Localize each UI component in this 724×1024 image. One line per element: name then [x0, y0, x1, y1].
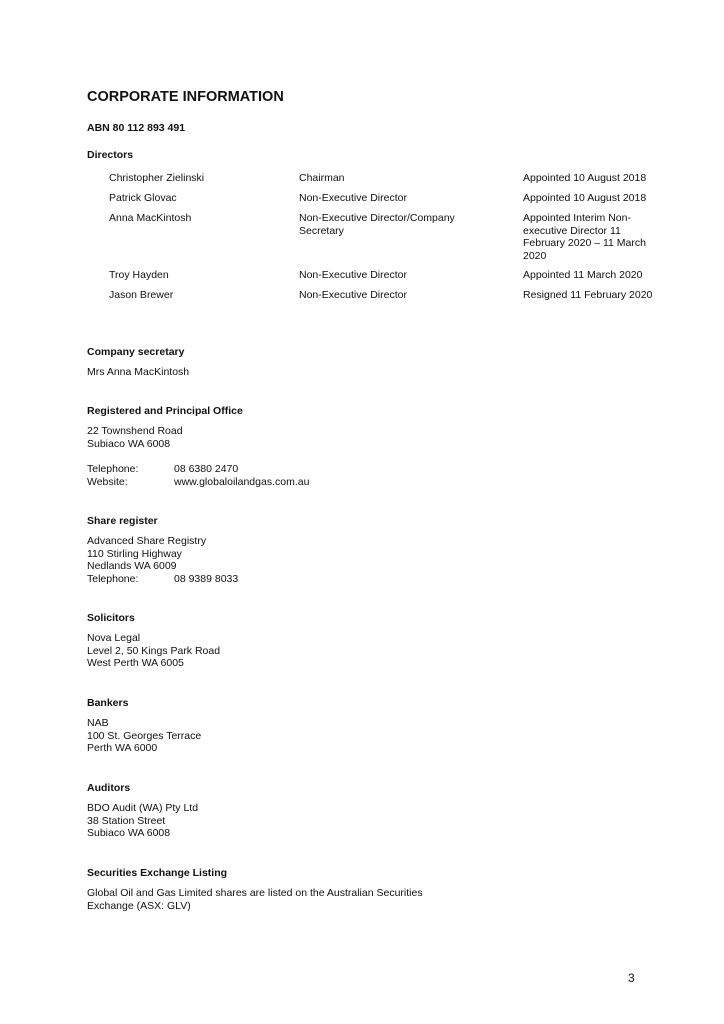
address-line: Subiaco WA 6008	[87, 827, 171, 840]
director-role: Non-Executive Director	[299, 192, 407, 204]
listing-line: Global Oil and Gas Limited shares are listed on the Australian Securities	[87, 887, 423, 899]
listing-heading: Securities Exchange Listing	[87, 867, 228, 879]
director-name: Jason Brewer	[109, 289, 174, 301]
director-status: Appointed 10 August 2018	[523, 192, 647, 204]
solicitors-address	[87, 632, 220, 670]
address-line: 100 St. Georges Terrace	[87, 729, 202, 742]
share-register-heading: Share register	[87, 515, 158, 527]
auditors-address	[87, 802, 198, 840]
directors-heading: Directors	[87, 149, 134, 161]
website-link[interactable]: www.globaloilandgas.com.au	[174, 475, 310, 488]
address-line: 110 Stirling Highway	[87, 547, 182, 560]
director-name: Christopher Zielinski	[109, 172, 205, 184]
director-name: Patrick Glovac	[109, 192, 177, 204]
address-line: 38 Station Street	[87, 814, 166, 827]
address-line: Nova Legal	[87, 632, 141, 644]
solicitors-heading: Solicitors	[87, 612, 135, 624]
registered-office-address	[87, 425, 183, 450]
company-secretary-name: Mrs Anna MacKintosh	[87, 366, 190, 378]
address-line: Perth WA 6000	[87, 742, 158, 755]
bankers-address	[87, 717, 201, 755]
registered-office-heading: Registered and Principal Office	[87, 405, 243, 417]
listing-line: Exchange (ASX: GLV)	[87, 899, 191, 912]
address-line: Level 2, 50 Kings Park Road	[87, 644, 221, 657]
director-status: Appointed Interim Non-executive Director 11 February 2020 – 11 March 2020	[523, 212, 646, 262]
auditors-heading: Auditors	[87, 782, 131, 794]
director-status: Appointed 10 August 2018	[523, 172, 647, 184]
telephone-label: Telephone:	[87, 572, 139, 585]
address-line: 22 Townshend Road	[87, 425, 183, 437]
address-line: BDO Audit (WA) Pty Ltd	[87, 802, 199, 814]
address-line: Advanced Share Registry	[87, 535, 207, 547]
page-number: 3	[628, 971, 635, 985]
director-name: Troy Hayden	[109, 269, 169, 281]
company-secretary-heading: Company secretary	[87, 346, 185, 358]
address-line: Nedlands WA 6009	[87, 560, 177, 573]
director-role: Non-Executive Director	[299, 289, 407, 301]
director-role: Non-Executive Director	[299, 269, 407, 281]
directors-table	[87, 172, 724, 307]
bankers-heading: Bankers	[87, 697, 129, 709]
address-line: NAB	[87, 717, 109, 729]
director-role: Chairman	[299, 172, 345, 184]
telephone-label: Telephone:	[87, 463, 139, 475]
address-line: Subiaco WA 6008	[87, 437, 171, 450]
listing-text	[87, 887, 423, 912]
telephone-value: 08 6380 2470	[174, 463, 239, 475]
director-status: Resigned 11 February 2020	[523, 289, 653, 301]
telephone-value: 08 9389 8033	[174, 572, 239, 585]
share-register-address	[87, 535, 238, 585]
website-label: Website:	[87, 475, 128, 488]
page-title: CORPORATE INFORMATION	[87, 89, 284, 105]
address-line: West Perth WA 6005	[87, 657, 184, 670]
director-role: Non-Executive Director/Company Secretary	[299, 212, 455, 237]
abn-number: ABN 80 112 893 491	[87, 122, 186, 134]
director-name: Anna MacKintosh	[109, 212, 192, 224]
registered-office-contact	[87, 463, 309, 488]
director-status: Appointed 11 March 2020	[523, 269, 643, 281]
